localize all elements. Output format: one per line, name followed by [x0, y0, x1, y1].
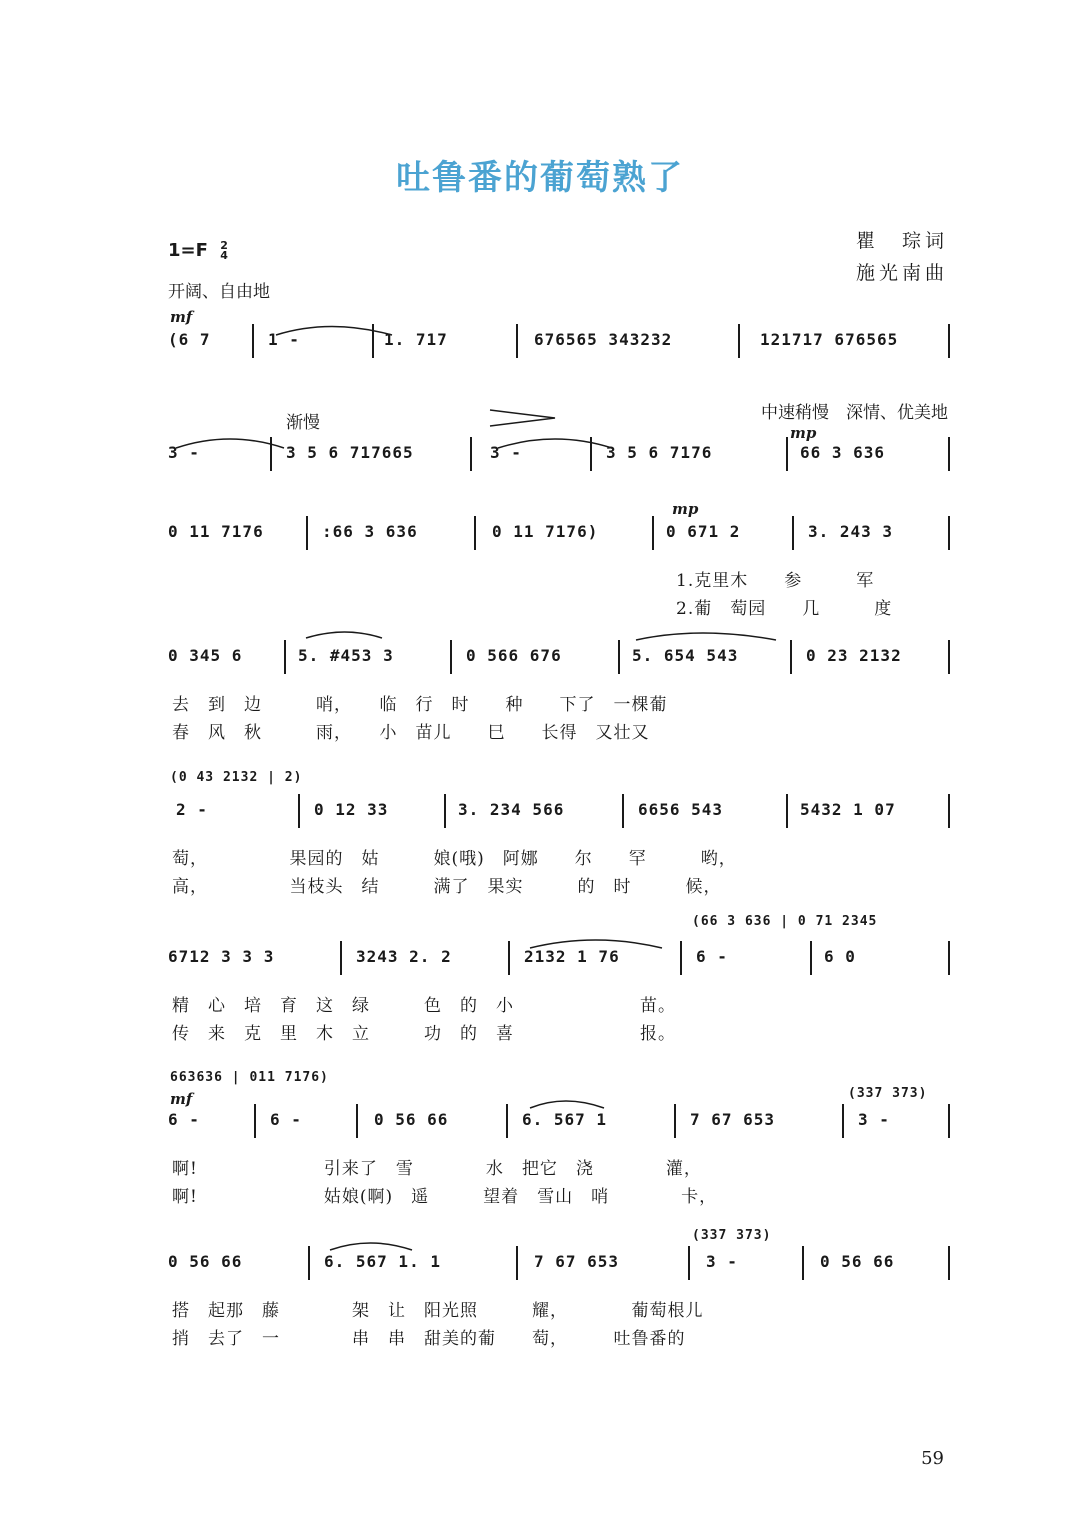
dynamic-mp: mp [790, 424, 817, 442]
measure-notes: 6. 567 1 [522, 1110, 608, 1129]
tie-slur [498, 439, 612, 448]
measure-notes: 3 5 6 717665 [286, 443, 414, 462]
measure-notes: 3 - [168, 443, 200, 462]
lyricist-credit: 瞿 琮词 [855, 230, 948, 252]
measure-notes: 0 11 7176 [168, 522, 264, 541]
measure-notes: 0 23 2132 [806, 646, 902, 665]
measure-notes: 5. #453 3 [298, 646, 394, 665]
measure-notes: 3 - [858, 1110, 890, 1129]
meter-bottom: 4 [220, 249, 228, 262]
dynamic-mf: mf [170, 308, 193, 326]
dynamic-mf-2: mf [170, 1090, 193, 1108]
measure-notes: 6 0 [824, 947, 856, 966]
upper-staff-notes: 663636 | 011 7176) [170, 1070, 329, 1085]
measure-notes: 3. 234 566 [458, 800, 565, 819]
measure-notes: (6 7 [168, 330, 211, 349]
page-number: 59 [921, 1448, 944, 1469]
measure-notes: 6 - [168, 1110, 200, 1129]
tempo-main: 中速稍慢 深情、优美地 [761, 403, 948, 423]
measure-notes: 5. 654 543 [632, 646, 739, 665]
measure-notes: 2132 1 76 [524, 947, 620, 966]
measure-notes: 0 56 66 [168, 1252, 243, 1271]
measure-notes: 0 11 7176) [492, 522, 599, 541]
tie-slur [530, 1101, 604, 1108]
measure-notes: 3 5 6 7176 [606, 443, 713, 462]
tie-slur [306, 632, 382, 638]
lyric-line-2: 啊! 姑娘(啊) 遥 望着 雪山 哨 卡， [172, 1187, 718, 1207]
measure-notes: 3. 243 3 [808, 522, 894, 541]
meter-top: 2 [220, 239, 228, 252]
lyric-line-2: 高， 当枝头 结 满了 果实 的 时 候， [172, 877, 722, 897]
key-label: 1=F [168, 240, 208, 261]
measure-notes: :66 3 636 [322, 522, 418, 541]
tie-slur [530, 940, 662, 948]
lyric-line-1: 去 到 边 哨， 临 行 时 种 下了 一棵葡 [172, 695, 668, 715]
dynamic-mp-2: mp [672, 500, 699, 518]
song-title: 吐鲁番的葡萄熟了 [396, 158, 684, 198]
measure-notes: 1 - [268, 330, 300, 349]
decrescendo-hairpin [490, 410, 555, 426]
measure-notes: 3 - [706, 1252, 738, 1271]
measure-notes: 0 56 66 [820, 1252, 895, 1271]
measure-notes: 121717 676565 [760, 330, 899, 349]
tempo-intro: 开阔、自由地 [168, 282, 270, 302]
measure-notes: 7 67 653 [690, 1110, 776, 1129]
measure-notes: 6 - [270, 1110, 302, 1129]
measure-notes: 0 12 33 [314, 800, 389, 819]
measure-notes: 6. 567 1. 1 [324, 1252, 441, 1271]
upper-staff-notes: (66 3 636 | 0 71 2345 [692, 914, 878, 929]
measure-notes: 6656 543 [638, 800, 724, 819]
measure-notes: 676565 343232 [534, 330, 673, 349]
measure-notes: 0 56 66 [374, 1110, 449, 1129]
tie-slur [636, 633, 776, 640]
upper-staff-notes-right: (337 373) [692, 1228, 772, 1243]
measure-notes: 0 345 6 [168, 646, 243, 665]
measure-notes: 66 3 636 [800, 443, 886, 462]
measure-notes: 2 - [176, 800, 208, 819]
tie-slur [176, 439, 284, 448]
measure-notes: 0 566 676 [466, 646, 562, 665]
measure-notes: 6 - [696, 947, 728, 966]
lyric-line-1: 萄， 果园的 姑 娘(哦) 阿娜 尔 罕 哟， [172, 849, 737, 869]
lyric-line-1: 1.克里木 参 军 [676, 571, 875, 591]
measure-notes: 0 671 2 [666, 522, 741, 541]
upper-staff-notes-right: (337 373) [848, 1086, 928, 1101]
lyric-line-2: 传 来 克 里 木 立 功 的 喜 报。 [172, 1024, 676, 1044]
lyric-line-2: 2.葡 萄园 几 度 [676, 599, 893, 619]
tie-slur [276, 327, 392, 336]
composer-credit: 施光南曲 [855, 262, 948, 284]
lyric-line-1: 搭 起那 藤 架 让 阳光照 耀， 葡萄根儿 [172, 1301, 704, 1321]
upper-staff-notes: (0 43 2132 | 2) [170, 770, 303, 785]
measure-notes: 3 - [490, 443, 522, 462]
measure-notes: 7 67 653 [534, 1252, 620, 1271]
measure-notes: 3243 2. 2 [356, 947, 452, 966]
measure-notes: 6712 3 3 3 [168, 947, 275, 966]
measure-notes: 5432 1 07 [800, 800, 896, 819]
tempo-slow: 渐慢 [286, 413, 320, 433]
lyric-line-1: 啊! 引来了 雪 水 把它 浇 灌， [172, 1159, 702, 1179]
lyric-line-2: 春 风 秋 雨， 小 苗儿 巳 长得 又壮又 [172, 723, 650, 743]
lyric-line-2: 捎 去了 一 串 串 甜美的葡 萄， 吐鲁番的 [172, 1329, 686, 1349]
measure-notes: 1. 717 [384, 330, 448, 349]
tie-slur [330, 1243, 412, 1250]
lyric-line-1: 精 心 培 育 这 绿 色 的 小 苗。 [172, 996, 676, 1016]
